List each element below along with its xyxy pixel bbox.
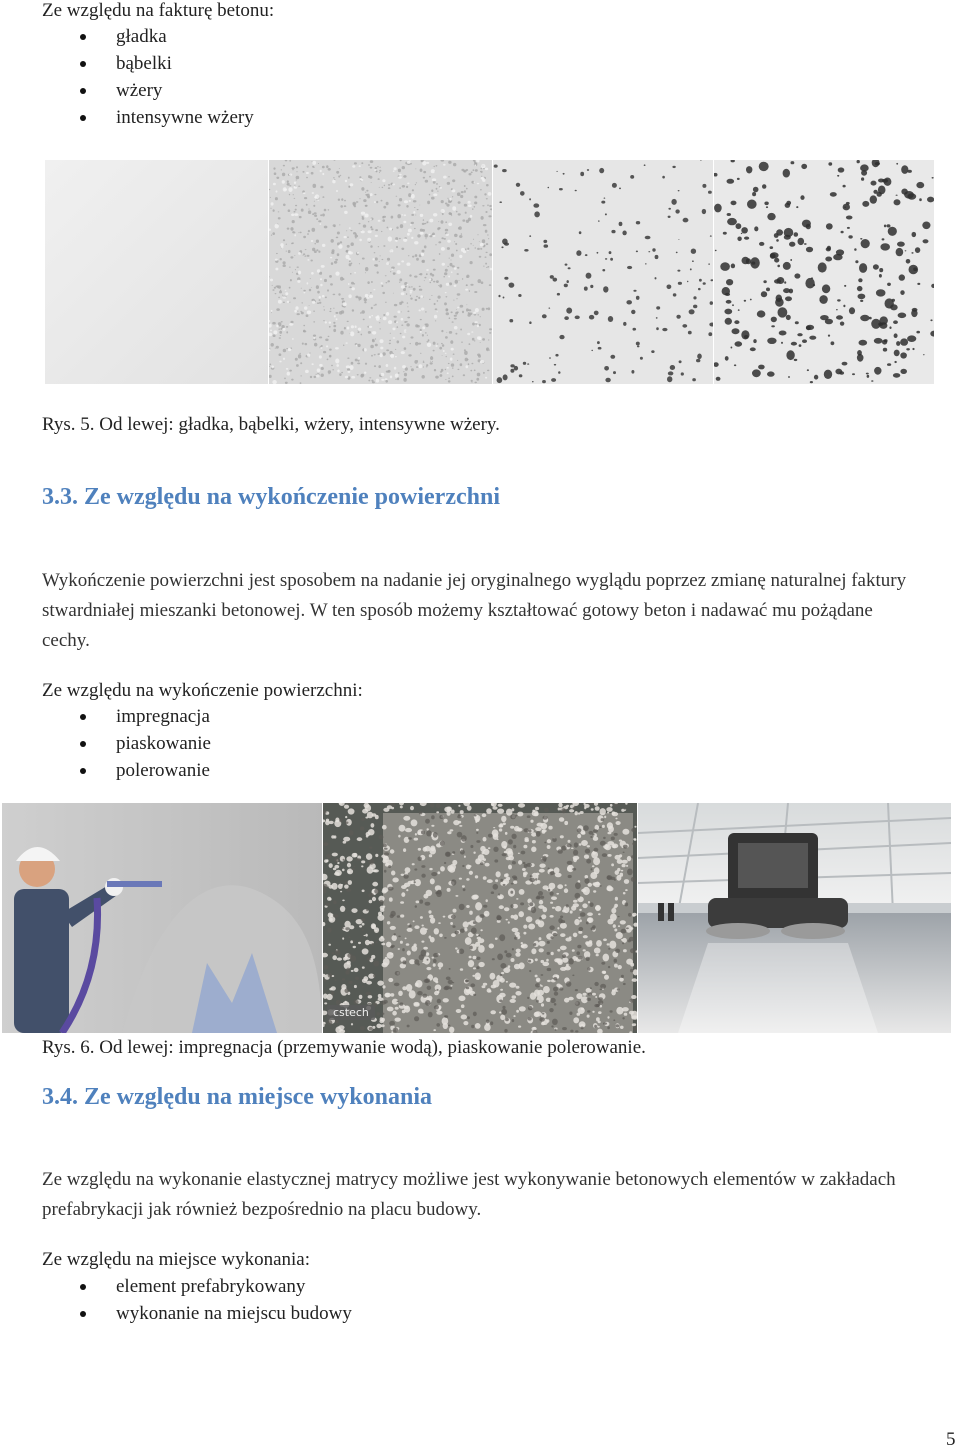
section-34-paragraph: Ze względu na wykonanie elastycznej matrycy możliwe jest wykonywanie betonowych elementów w zakładach prefabrykacji jak również bezpośrednio na placu budowy. (42, 1169, 896, 1220)
page-number: 5 (946, 1429, 956, 1450)
list-item: gładka (80, 23, 254, 50)
photo-bubbles-concrete (269, 160, 492, 384)
photo-smooth-concrete (45, 160, 268, 384)
photo-sandblasting (323, 803, 637, 1033)
texture-intro: Ze względu na fakturę betonu: (42, 0, 275, 21)
watermark-logo: cstech (327, 1005, 375, 1020)
list-item: intensywne wżery (80, 104, 254, 131)
photo-polishing (638, 803, 951, 1033)
location-intro: Ze względu na miejsce wykonania: (42, 1249, 311, 1270)
photo-intense-pits-concrete (714, 160, 934, 384)
section-33-paragraph: Wykończenie powierzchni jest sposobem na nadanie jej oryginalnego wyglądu poprzez zmianę naturalnej faktury stwardniałej mieszanki betonowej. W ten sposób możemy kształtować gotowy beton i nadawać mu pożądane cechy. (42, 570, 907, 651)
texture-list (80, 23, 254, 131)
list-item: bąbelki (80, 50, 254, 77)
list-item: piaskowanie (80, 730, 211, 757)
finish-intro: Ze względu na wykończenie powierzchni: (42, 680, 363, 701)
section-34-heading: 3.4. Ze względu na miejsce wykonania (42, 1084, 432, 1110)
figure5-caption: Rys. 5. Od lewej: gładka, bąbelki, wżery, intensywne wżery. (42, 414, 500, 435)
photo-impregnation (2, 803, 322, 1033)
list-item: wykonanie na miejscu budowy (80, 1300, 352, 1327)
section-33-heading: 3.3. Ze względu na wykończenie powierzchni (42, 484, 500, 510)
location-list (80, 1273, 352, 1327)
finish-list (80, 703, 211, 784)
photo-pits-concrete (493, 160, 713, 384)
list-item: element prefabrykowany (80, 1273, 352, 1300)
list-item: impregnacja (80, 703, 211, 730)
list-item: polerowanie (80, 757, 211, 784)
figure6-caption: Rys. 6. Od lewej: impregnacja (przemywanie wodą), piaskowanie polerowanie. (42, 1037, 646, 1058)
list-item: wżery (80, 77, 254, 104)
